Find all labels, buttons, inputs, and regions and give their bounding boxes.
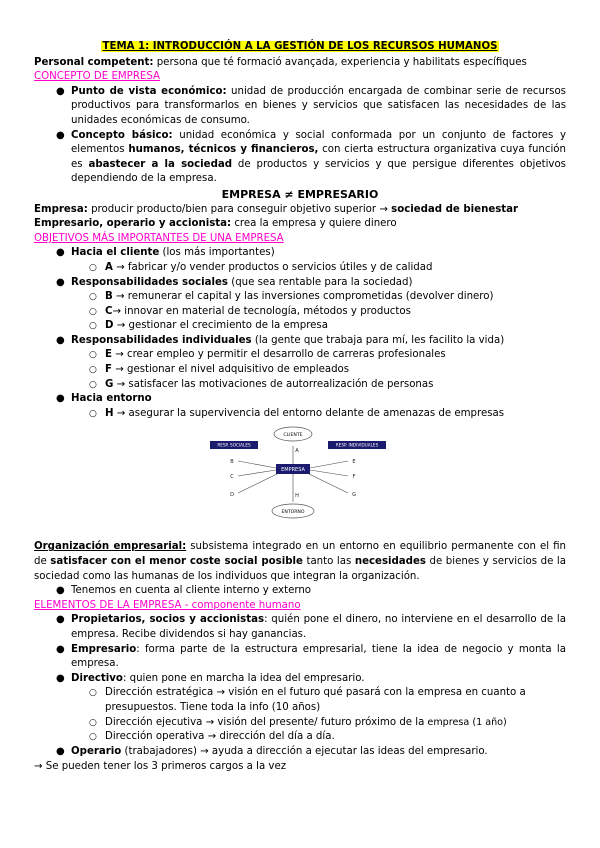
propietarios-text: : quién pone el dinero, no interviene en el desarrollo de la empresa. Recibe dividendos si hay ganancias. [71, 614, 567, 640]
letter-e: E [105, 349, 112, 361]
letter-b: B [105, 291, 113, 303]
bullet-icon: ● [56, 247, 65, 259]
diagram-letter-a: A [295, 448, 299, 455]
list-item [34, 290, 566, 305]
circle-bullet-icon: ○ [89, 306, 97, 317]
cliente-label: CLIENTE [283, 433, 303, 439]
cliente-label: Hacia el cliente [71, 247, 160, 259]
individuales-note: (la gente que trabaja para mí, les facilito la vida) [251, 334, 505, 346]
bullet-icon: ● [56, 276, 65, 288]
line-d [238, 473, 279, 493]
economico-text: unidad de producción encargada de combinar serie de recursos productivos para transformarlos en bienes y servicios que satisfacen las necesidades de las unidades económicas de consumo. [71, 85, 566, 126]
bullet-icon: ● [56, 334, 65, 346]
title-line [34, 40, 566, 55]
dir-ejecutiva-text-2: empresa (1 año) [424, 716, 507, 728]
letter-c: C [105, 305, 113, 317]
empresario-definition [34, 217, 566, 232]
operario-label: Operario [71, 745, 122, 757]
list-item [34, 334, 566, 349]
letter-d: D [105, 320, 114, 332]
circle-bullet-icon: ○ [89, 321, 97, 332]
list-item [34, 246, 566, 261]
diagram-letter-g: G [352, 492, 356, 499]
elementos-heading: ELEMENTOS DE LA EMPRESA - componente humano [34, 599, 301, 611]
organizacion-text-1: subsistema integrado en un entorno en equilibrio permanente con el fin de [34, 541, 566, 568]
diagram-letter-c: C [230, 474, 234, 481]
cliente-note: (los más importantes) [159, 247, 275, 259]
dir-estrategica-text: Dirección estratégica → visión en el futuro qué pasará con la empresa en cuanto a presupuestos. Tiene toda la info (10 años) [105, 687, 526, 713]
diagram-letter-b: B [230, 459, 234, 466]
list-item [34, 378, 566, 393]
list-item [34, 363, 566, 378]
d-text: → gestionar el crecimiento de la empresa [113, 320, 328, 332]
letter-g: G [105, 378, 114, 390]
propietarios-label: Propietarios, socios y accionistas [71, 614, 265, 626]
letter-f: F [105, 364, 112, 376]
bullet-icon: ● [56, 393, 65, 405]
list-item [34, 584, 566, 599]
economico-label: Punto de vista económico: [71, 85, 227, 97]
basico-text-1: unidad económica y social conformada por un conjunto de factores y elementos [71, 129, 566, 156]
list-item [34, 716, 566, 731]
diagram-letter-d: D [230, 492, 234, 499]
footer-note: → Se pueden tener los 3 primeros cargos a la vez [34, 761, 287, 773]
personal-text: persona que té formació avançada, experiencia y habilitats específiques [153, 56, 527, 68]
bullet-icon: ● [56, 85, 65, 97]
diagram-letter-h: H [295, 493, 299, 500]
empresa-label: Empresa: [34, 203, 88, 215]
empresa-definition [34, 203, 566, 218]
letter-a: A [105, 261, 113, 273]
e-text: → crear empleo y permitir el desarrollo de carreras profesionales [111, 349, 446, 361]
concepto-heading: CONCEPTO DE EMPRESA [34, 71, 160, 83]
elementos-list [34, 613, 566, 759]
organizacion-text-3: de bienes y servicios de la sociedad como las humanas de los individuos que integran la organización. [34, 556, 566, 582]
document-page [34, 40, 566, 775]
list-item [34, 686, 566, 715]
bullet-icon: ● [56, 745, 65, 757]
individuales-label: Responsabilidades individuales [71, 334, 252, 346]
diagram-svg [204, 424, 394, 537]
objetivos-heading: OBJETIVOS MÁS IMPORTANTES DE UNA EMPRESA [34, 232, 284, 244]
list-item [34, 129, 566, 187]
organizacion-bold-1: satisfacer con el menor coste social posible [50, 556, 303, 568]
line-b [238, 461, 276, 468]
line-g [307, 473, 348, 493]
empresario-label: Empresario, operario y accionista: [34, 218, 232, 230]
c-text: → innovar en material de tecnología, métodos y productos [112, 305, 411, 317]
bullet-icon: ● [56, 643, 65, 655]
list-item [34, 392, 566, 407]
circle-bullet-icon: ○ [89, 688, 97, 699]
empresa-bold: sociedad de bienestar [391, 203, 519, 215]
organizacion-list [34, 584, 566, 599]
basico-text-2: con cierta estructura organizativa cuya función es [71, 144, 566, 170]
directivo-label: Directivo [71, 672, 123, 684]
basico-bold-1: humanos, técnicos y financieros, [128, 144, 319, 156]
line-e [310, 461, 348, 468]
line-c [238, 470, 276, 476]
g-text: → satisfacer las motivaciones de autorrealización de personas [113, 378, 434, 390]
entorno-label: Hacia entorno [71, 393, 152, 405]
circle-bullet-icon: ○ [89, 350, 97, 361]
page-title: TEMA 1: INTRODUCCIÓN A LA GESTIÓN DE LOS RECURSOS HUMANOS [102, 41, 498, 52]
resp-individuales-label: RESP. INDIVIDUALES [335, 443, 379, 449]
letter-h: H [105, 407, 114, 419]
concepto-list [34, 85, 566, 187]
list-item [34, 613, 566, 642]
basico-label: Concepto básico: [71, 129, 173, 141]
circle-bullet-icon: ○ [89, 262, 97, 273]
organizacion-paragraph [34, 540, 566, 584]
list-item [34, 276, 566, 291]
diagram-letter-e: E [352, 459, 356, 466]
a-text: → fabricar y/o vender productos o servicios útiles y de calidad [112, 261, 433, 273]
list-item [34, 672, 566, 687]
list-item [34, 348, 566, 363]
empresa-ne-heading: EMPRESA ≠ EMPRESARIO [221, 187, 379, 201]
circle-bullet-icon: ○ [89, 408, 97, 419]
directivo-text: : quien pone en marcha la idea del empresario. [122, 672, 365, 684]
bullet-icon: ● [56, 672, 65, 684]
basico-text-3: de productos y servicios y que persigue diferentes objetivos dependiendo de la empresa. [71, 158, 566, 185]
resp-sociales-label: RESP. SOCIALES [217, 443, 251, 449]
circle-bullet-icon: ○ [89, 732, 97, 743]
circle-bullet-icon: ○ [89, 379, 97, 390]
list-item [34, 305, 566, 320]
organizacion-label: Organización empresarial: [34, 541, 187, 553]
basico-bold-2: abastecer a la sociedad [88, 158, 233, 170]
list-item [34, 407, 566, 422]
diagram-letter-f: F [352, 474, 356, 481]
list-item [34, 85, 566, 129]
empresario-text: crea la empresa y quiere dinero [231, 218, 397, 230]
circle-bullet-icon: ○ [89, 292, 97, 303]
personal-label: Personal competent: [34, 56, 154, 68]
sociales-note: (que sea rentable para la sociedad) [227, 276, 413, 288]
objetivos-list [34, 246, 566, 421]
empresario-role-text: : forma parte de la estructura empresarial, tiene la idea de negocio y monta la empresa. [71, 643, 566, 670]
list-item [34, 643, 566, 672]
entorno-label: ENTORNO [281, 510, 305, 516]
organizacion-text-2: tanto las [302, 556, 355, 568]
bullet-icon: ● [56, 129, 65, 141]
circle-bullet-icon: ○ [89, 365, 97, 376]
list-item [34, 745, 566, 760]
sociales-label: Responsabilidades sociales [71, 276, 228, 288]
organizacion-bold-2: necesidades [354, 556, 426, 568]
line-f [310, 470, 348, 476]
dir-ejecutiva-text: Dirección ejecutiva → visión del presente/ futuro próximo de la [105, 716, 425, 728]
bullet-icon: ● [56, 614, 65, 626]
empresario-role-label: Empresario [71, 643, 137, 655]
f-text: → gestionar el nivel adquisitivo de empleados [111, 364, 350, 376]
h-text: → asegurar la supervivencia del entorno delante de amenazas de empresas [113, 407, 505, 419]
list-item [34, 730, 566, 745]
empresa-text: producir producto/bien para conseguir objetivo superior → [87, 203, 392, 215]
operario-text: (trabajadores) → ayuda a dirección a ejecutar las ideas del empresario. [121, 745, 488, 757]
empresa-label: EMPRESA [281, 467, 305, 474]
list-item [34, 261, 566, 276]
b-text: → remunerar el capital y las inversiones comprometidas (devolver dinero) [112, 291, 494, 303]
organizacion-bullet-text: Tenemos en cuenta al cliente interno y externo [71, 585, 312, 597]
list-item [34, 319, 566, 334]
objectives-diagram [34, 424, 566, 537]
dir-operativa-text: Dirección operativa → dirección del día a día. [105, 731, 335, 743]
bullet-icon: ● [56, 585, 65, 597]
circle-bullet-icon: ○ [89, 717, 97, 728]
personal-definition [34, 56, 566, 71]
